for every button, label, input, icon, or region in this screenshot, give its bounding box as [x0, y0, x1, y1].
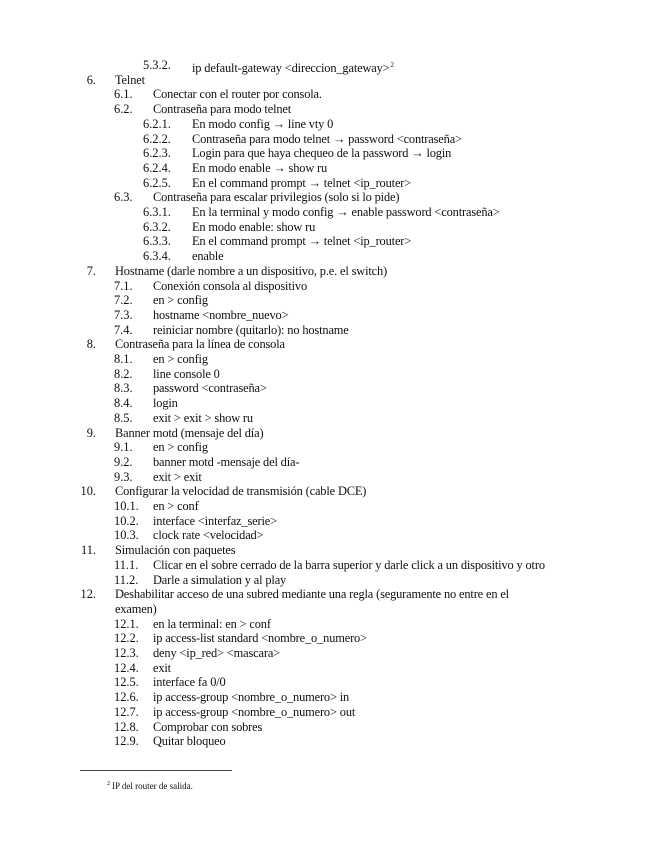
item-text-content: En la terminal y modo config → enable password <contraseña>	[192, 205, 500, 219]
item-number: 9.	[86, 425, 96, 440]
item-text-content: interface fa 0/0	[153, 675, 226, 690]
item-number: 7.1.	[114, 278, 133, 293]
item-text-content: ip default-gateway <direccion_gateway>	[192, 61, 390, 75]
item-number: 6.2.2.	[143, 131, 171, 146]
item-text-content: reiniciar nombre (quitarlo): no hostname	[153, 322, 349, 337]
item-number: 12.	[80, 587, 96, 602]
item-text	[153, 279, 307, 294]
item-text-content: Contraseña para modo telnet → password <contraseña>	[192, 131, 462, 146]
item-text	[192, 132, 462, 147]
item-number: 7.4.	[114, 322, 133, 337]
item-number: 12.5.	[114, 675, 139, 690]
item-number: 8.	[86, 337, 96, 352]
item-text-content: En modo enable: show ru	[192, 219, 316, 234]
item-text	[153, 499, 199, 514]
item-number: 11.	[80, 543, 96, 558]
item-text-content: en la terminal: en > conf	[153, 616, 271, 631]
item-text	[153, 293, 208, 308]
item-text	[192, 146, 451, 161]
item-text-content: exit > exit	[153, 469, 202, 484]
item-text-content: login	[153, 396, 178, 411]
item-text-content: exit > exit > show ru	[153, 410, 253, 425]
item-text	[153, 190, 399, 205]
item-text	[153, 675, 226, 690]
item-number: 9.3.	[114, 469, 133, 484]
item-text	[153, 367, 220, 382]
item-text-content: en > config	[153, 293, 208, 308]
item-text-content: Contraseña para la línea de consola	[115, 337, 285, 352]
item-text-content: Hostname (darle nombre a un dispositivo, p.e. el switch)	[115, 263, 388, 278]
item-number: 11.1.	[114, 557, 139, 572]
item-text	[153, 734, 226, 749]
item-number: 10.2.	[114, 513, 139, 528]
item-text	[192, 117, 333, 132]
item-text	[192, 249, 223, 264]
footnote-reference: 2	[390, 61, 394, 69]
item-text-content: Quitar bloqueo	[153, 734, 226, 749]
item-number: 11.2.	[114, 572, 139, 587]
item-text-content: En modo config → line vty 0	[192, 116, 334, 131]
item-number: 12.1.	[114, 616, 139, 631]
item-number: 12.8.	[114, 719, 139, 734]
item-number: 8.5.	[114, 410, 133, 425]
item-text-content: ip access-group <nombre_o_numero> out	[153, 704, 356, 719]
item-text	[192, 205, 500, 220]
item-text	[153, 631, 367, 646]
item-text-content: banner motd -mensaje del día-	[153, 454, 300, 469]
item-number: 12.3.	[114, 646, 139, 660]
item-text	[153, 323, 349, 338]
item-text-content: Contraseña para modo telnet	[153, 102, 292, 117]
item-text-content: en > config	[153, 352, 208, 366]
item-number: 6.2.3.	[143, 146, 171, 161]
item-number: 7.	[86, 263, 96, 278]
item-text	[153, 690, 349, 705]
item-text	[115, 543, 235, 558]
item-number: 6.3.3.	[143, 234, 171, 249]
item-text-content: Telnet	[115, 72, 145, 87]
item-number: 8.2.	[114, 366, 133, 381]
item-text	[192, 220, 315, 235]
item-number: 10.1.	[114, 499, 139, 513]
item-number: 7.2.	[114, 293, 133, 308]
item-text	[153, 455, 299, 470]
item-text-content: Clicar en el sobre cerrado de la barra superior y darle click a un dispositivo y otro	[153, 557, 545, 572]
item-text-content: Deshabilitar acceso de una subred mediante una regla (seguramente no entre en el	[115, 587, 509, 602]
item-number: 6.2.	[114, 102, 133, 117]
item-text-content: En el command prompt → telnet <ip_router>	[192, 175, 412, 190]
item-text	[192, 234, 411, 249]
item-text-content: En el command prompt → telnet <ip_router>	[192, 234, 412, 249]
item-text	[115, 73, 145, 88]
item-text	[153, 573, 286, 588]
item-text-content: Simulación con paquetes	[115, 543, 236, 558]
item-text	[153, 514, 277, 529]
item-text	[153, 308, 288, 323]
item-number: 6.2.5.	[143, 175, 171, 190]
item-number: 5.3.2.	[143, 58, 171, 72]
item-text-content: Banner motd (mensaje del día)	[115, 425, 264, 440]
item-text-content: clock rate <velocidad>	[153, 528, 264, 543]
item-text	[153, 705, 355, 720]
item-text	[115, 587, 509, 602]
item-number: 8.1.	[114, 352, 133, 366]
item-text-content: Conectar con el router por consola.	[153, 87, 322, 102]
item-text	[153, 470, 202, 485]
item-number: 8.3.	[114, 381, 133, 396]
item-number: 6.1.	[114, 87, 133, 102]
item-number: 8.4.	[114, 396, 133, 411]
item-text-content: Conexión consola al dispositivo	[153, 278, 308, 293]
item-number: 10.	[80, 484, 96, 499]
item-text	[153, 558, 545, 573]
item-text-content: interface <interfaz_serie>	[153, 513, 277, 528]
item-number: 12.6.	[114, 690, 139, 705]
item-text	[115, 484, 366, 499]
item-text-content: Configurar la velocidad de transmisión (cable DCE)	[115, 484, 367, 499]
item-number: 10.3.	[114, 528, 139, 543]
item-number: 6.2.4.	[143, 160, 171, 175]
item-text	[153, 381, 267, 396]
item-text	[192, 58, 394, 76]
item-number: 6.3.2.	[143, 219, 171, 234]
item-text-content: Comprobar con sobres	[153, 719, 263, 734]
item-number: 6.3.4.	[143, 249, 171, 264]
item-text	[192, 161, 327, 176]
item-number: 9.1.	[114, 440, 133, 455]
item-number: 12.2.	[114, 631, 139, 646]
item-text-content: En modo enable → show ru	[192, 160, 328, 175]
item-text-content: ip access-group <nombre_o_numero> in	[153, 690, 350, 705]
item-number: 6.	[86, 72, 96, 87]
footnote	[106, 779, 193, 792]
item-text-content: line console 0	[153, 366, 220, 381]
item-text	[115, 602, 157, 617]
item-text-content: hostname <nombre_nuevo>	[153, 307, 289, 322]
item-text-content: Contraseña para escalar privilegios (solo si lo pide)	[153, 190, 400, 205]
item-text-content: Darle a simulation y al play	[153, 572, 287, 587]
footnote-mark: 2	[107, 781, 110, 787]
item-text-content: exit	[153, 660, 171, 675]
item-text	[153, 87, 322, 102]
item-number: 9.2.	[114, 454, 133, 469]
item-text-content: examen)	[115, 601, 157, 616]
item-text	[153, 528, 263, 543]
item-text-content: ip access-list standard <nombre_o_numero>	[153, 631, 367, 646]
item-text	[115, 264, 387, 279]
item-text	[153, 720, 262, 735]
footnote-separator	[80, 770, 232, 771]
item-text	[153, 102, 291, 117]
footnote-text: IP del router de salida.	[112, 781, 193, 791]
item-number: 7.3.	[114, 307, 133, 322]
item-text	[115, 337, 285, 352]
item-text-content: enable	[192, 249, 224, 264]
item-number: 6.2.1.	[143, 116, 171, 131]
item-number: 12.4.	[114, 660, 139, 675]
item-number: 6.3.1.	[143, 205, 171, 219]
item-text	[115, 426, 263, 441]
item-number: 12.7.	[114, 704, 139, 719]
item-number: 6.3.	[114, 190, 133, 205]
item-text	[153, 396, 178, 411]
item-text-content: password <contraseña>	[153, 381, 267, 396]
item-number: 12.9.	[114, 734, 139, 749]
item-text	[153, 646, 280, 661]
item-text	[153, 411, 253, 426]
item-text-content: deny <ip_red> <mascara>	[153, 646, 281, 660]
item-text-content: Login para que haya chequeo de la password → login	[192, 146, 452, 161]
item-text	[153, 617, 271, 632]
item-text-content: en > config	[153, 440, 208, 455]
item-text	[192, 176, 411, 191]
item-text	[153, 352, 208, 367]
item-text-content: en > conf	[153, 499, 199, 513]
item-text	[153, 661, 171, 676]
item-text	[153, 440, 208, 455]
